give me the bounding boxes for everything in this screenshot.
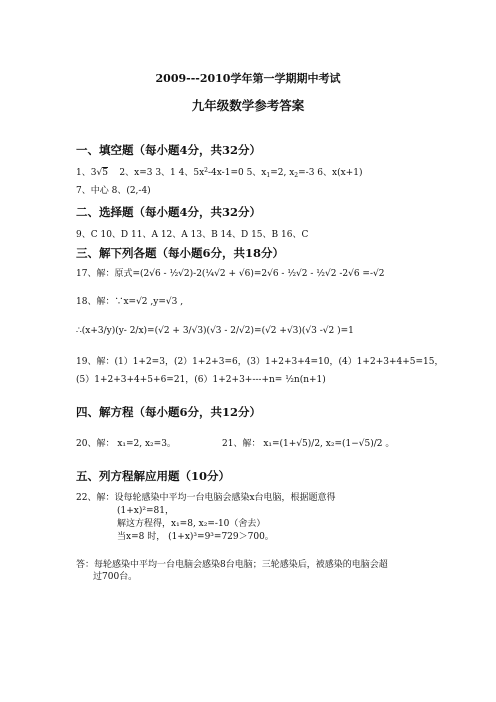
choice-answers: 9、C 10、D 11、A 12、A 13、B 14、D 15、B 16、C [76,230,309,240]
section-4-heading: 四、解方程（每小题6分，共12分） [76,405,262,419]
document-title: 2009---2010学年第一学期期中考试 [155,72,341,85]
sqrt-sign: √ [96,168,103,178]
section-2-heading: 二、选择题（每小题4分，共32分） [76,205,262,219]
q19-solution-line-2: (5）1+2+3+4+5+6=21，(6）1+2+3+---+n= ½n(n+1) [76,375,326,385]
q19-solution-line-1: 19、解：(1）1+2=3，(2）1+2+3=6，(3）1+2+3+4=10，(4）1+2+3+4+5=15， [76,357,444,367]
section-5-heading: 五、列方程解应用题（10分） [76,469,231,483]
q20-solution: 20、解： x₁=2, x₂=3。 [76,439,176,449]
section-3-heading: 三、解下列各题（每小题6分，共18分） [76,246,285,260]
section-1-heading: 一、填空题（每小题4分，共32分） [76,143,262,157]
fill-blank-row-2: 7、中心 8、(2,-4) [76,186,151,196]
answer-1-radicand: 5 [102,168,108,178]
fill-blank-row-1: 1、3√5 2、x=3 3、1 4、$5x^2-4x-1=0$ 5、$x_1=2$, $x_2=-3$ 6、x(x+1) [76,167,363,179]
document-subtitle: 九年级数学参考答案 [191,98,305,113]
q21-solution: 21、解： x₁=(1+√5)/2, x₂=(1−√5)/2 。 [222,439,395,449]
q22-solution-line-2: (1+x)²=81， [117,506,174,516]
q18-solution-line-2: ∴(x+3/y)(y- 2/x)=(√2 + 3/√3)(√3 - 2/√2)=(√2 +√3)(√3 -√2 )=1 [76,326,354,336]
answer-1: 1、3 [76,168,97,178]
q22-solution-line-1: 22、解：设每轮感染中平均一台电脑会感染x台电脑，根据题意得 [76,493,336,503]
q17-solution: 17、解：原式=(2√6 - ½√2)-2(¼√2 + √6)=2√6 - ½√2 - ½√2 -2√6 =-√2 [76,269,385,279]
q18-solution-line-1: 18、解：∵x=√2 ,y=√3 , [76,297,184,307]
q22-solution-line-4: 当x=8 时， (1+x)³=9³=729＞700。 [117,532,274,542]
final-answer-line-1: 答：每轮感染中平均一台电脑会感染8台电脑；三轮感染后，被感染的电脑会超 [76,560,388,570]
final-answer-line-2: 过700台。 [93,572,138,582]
q22-solution-line-3: 解这方程得，x₁=8, x₂=-10（舍去） [117,519,266,529]
